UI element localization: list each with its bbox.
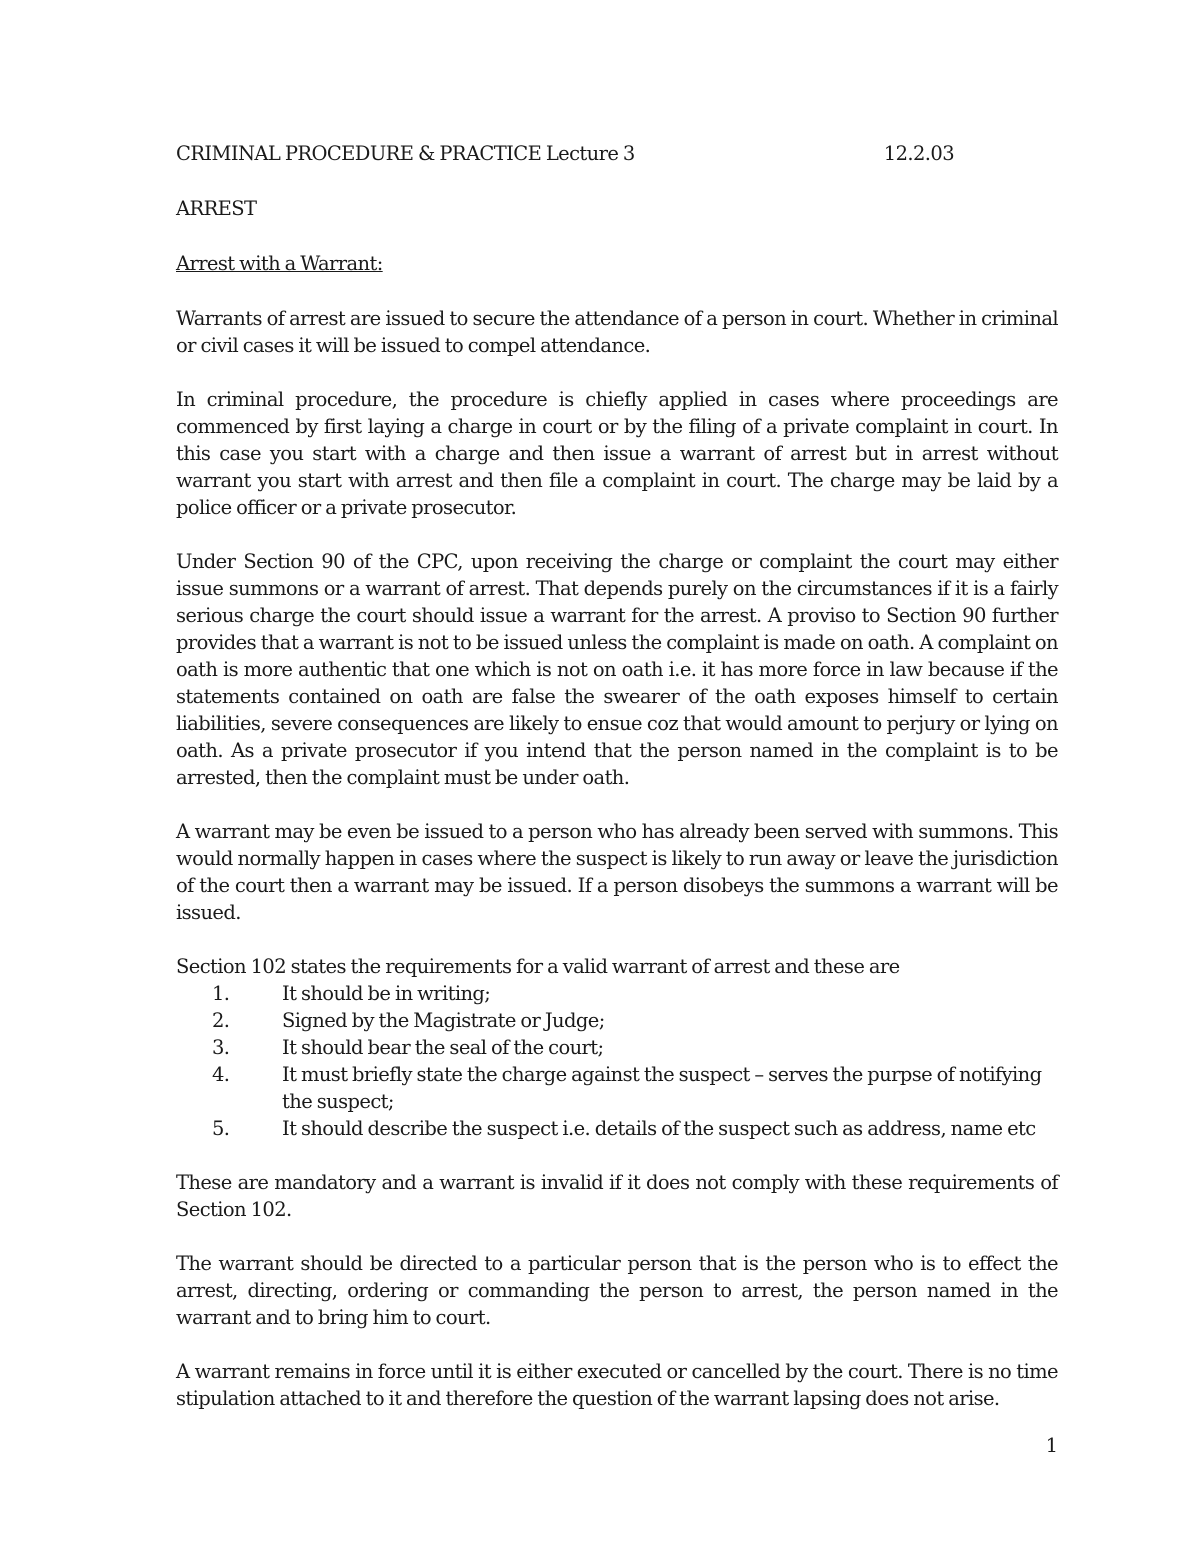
list-item-number: 5.: [212, 1117, 230, 1140]
paragraph: A warrant may be even be issued to a person who has already been served with summons. This would normally happen in cases where the suspect is likely to run away or leave the jurisdiction of the court then a warrant may be issued. If a person disobeys the summons a warrant will be issued.: [176, 820, 1058, 924]
list-item-number: 3.: [212, 1036, 230, 1059]
list-item-text: Signed by the Magistrate or Judge;: [282, 1009, 605, 1032]
section-heading: ARREST: [176, 197, 257, 220]
paragraph: Under Section 90 of the CPC, upon receiving the charge or complaint the court may either issue summons or a warrant of arrest. That depends purely on the circumstances if it is a fairly serious charge the court should issue a warrant for the arrest. A proviso to Section 90 further provides that a warrant is not to be issued unless the complaint is made on oath. A complaint on oath is more authentic that one which is not on oath i.e. it has more force in law because if the statements contained on oath are false the swearer of the oath exposes himself to certain liabilities, severe consequences are likely to ensue coz that would amount to perjury or lying on oath. As a private prosecutor if you intend that the person named in the complaint is to be arrested, then the complaint must be under oath.: [176, 550, 1058, 789]
list-item: [176, 1007, 1058, 1034]
list-item-text: It should bear the seal of the court;: [282, 1036, 604, 1059]
paragraph: These are mandatory and a warrant is invalid if it does not comply with these requirements of Section 102.: [176, 1171, 1058, 1221]
document-title: CRIMINAL PROCEDURE & PRACTICE Lecture 3: [176, 142, 635, 165]
list-item-number: 1.: [212, 982, 230, 1005]
list-item-text: It should describe the suspect i.e. details of the suspect such as address, name etc: [282, 1117, 1036, 1140]
document-page: [176, 140, 1058, 1412]
list-item: [176, 1115, 1058, 1142]
paragraph: In criminal procedure, the procedure is chiefly applied in cases where proceedings are commenced by first laying a charge in court or by the filing of a private complaint in court. In this case you start with a charge and then issue a warrant of arrest but in arrest without warrant you start with arrest and then file a complaint in court. The charge may be laid by a police officer or a private prosecutor.: [176, 388, 1058, 519]
document-date: 12.2.03: [883, 142, 954, 165]
list-item: [176, 1061, 1058, 1115]
list-item-text: It should be in writing;: [282, 982, 491, 1005]
list-item: [176, 1034, 1058, 1061]
page-number: 1: [1045, 1434, 1058, 1457]
list-item-text: It must briefly state the charge against the suspect – serves the purpse of notifying the suspect;: [282, 1063, 1042, 1113]
paragraph: A warrant remains in force until it is either executed or cancelled by the court. There is no time stipulation attached to it and therefore the question of the warrant lapsing does not arise.: [176, 1360, 1058, 1410]
list-intro-paragraph: Section 102 states the requirements for a valid warrant of arrest and these are: [176, 955, 900, 978]
requirements-list: [176, 980, 1058, 1142]
paragraph: The warrant should be directed to a particular person that is the person who is to effect the arrest, directing, ordering or commanding the person to arrest, the person named in the warrant and to bring him to court.: [176, 1252, 1058, 1329]
list-item-number: 2.: [212, 1009, 230, 1032]
document-header: [176, 140, 954, 167]
list-item: [176, 980, 1058, 1007]
paragraph: Warrants of arrest are issued to secure the attendance of a person in court. Whether in criminal or civil cases it will be issued to compel attendance.: [176, 307, 1058, 357]
list-item-number: 4.: [212, 1063, 230, 1086]
subsection-heading: Arrest with a Warrant:: [176, 252, 383, 275]
